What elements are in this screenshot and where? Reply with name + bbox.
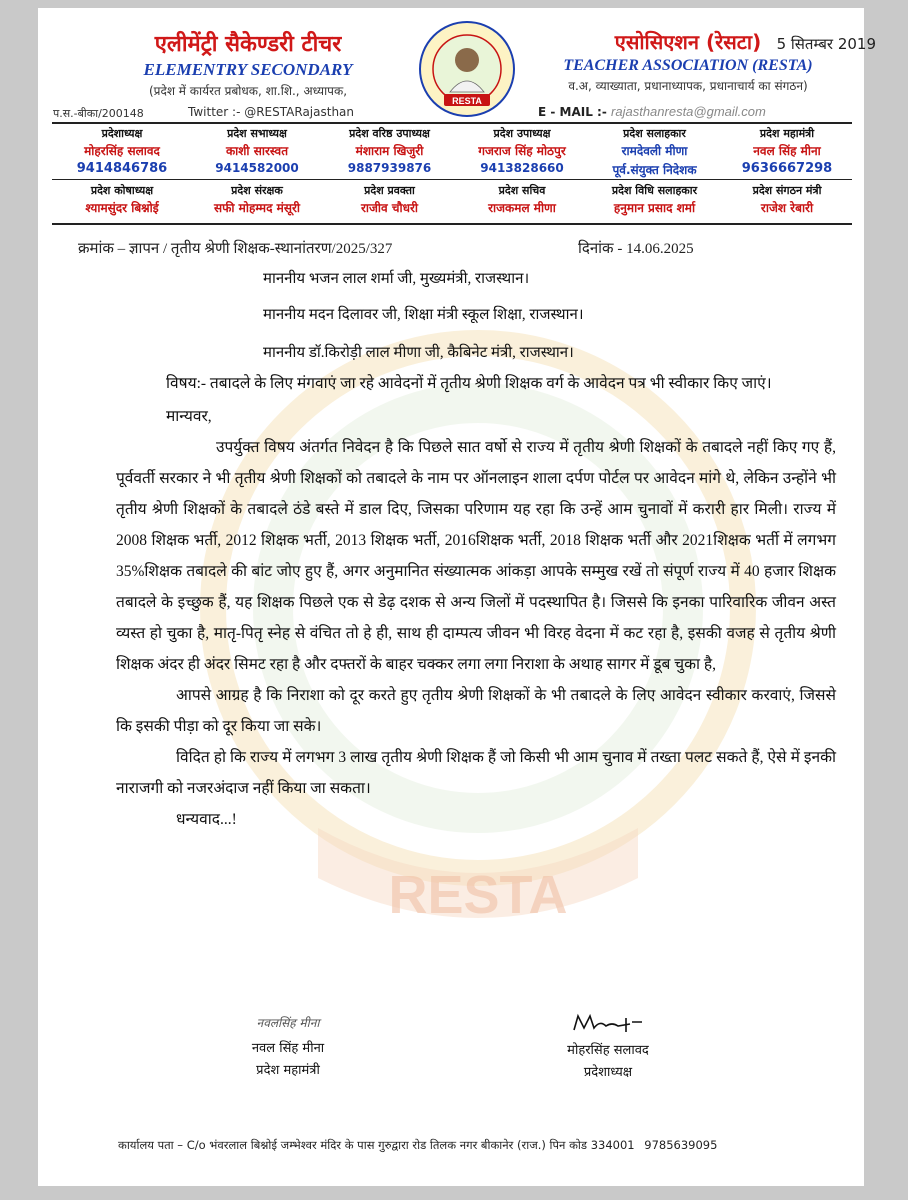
officer-name: श्यामसुंदर बिश्नोई bbox=[85, 201, 159, 215]
email-line bbox=[538, 104, 766, 119]
registration-number: प.स.-बीका/200148 bbox=[53, 107, 144, 120]
officer-card bbox=[52, 183, 192, 216]
letter-paragraph-1: उपर्युक्त विषय अंतर्गत निवेदन है कि पिछले सात वर्षो से राज्य में तृतीय श्रेणी शिक्षकों के तबादले नहीं किए गए हैं, पूर्ववर्ती सरकार ने भी तृतीय श्रेणी शिक्षकों को तबादले के नाम पर ऑनलाइन शाला दर्पण पोर्टल पर आवेदन मांगे थे, लेकिन उन्होंने भी तृतीय श्रेणी शिक्षकों के तबादले ठंडे बस्ते में डाल दिए, जिसका परिणाम यह रहा कि उन्हें आम चुनावों में करारी हार मिली। राज्य में 2008 शिक्षक भर्ती, 2012 शिक्षक भर्ती, 2013 शिक्षक भर्ती, 2016शिक्षक भर्ती, 2018 शिक्षक भर्ती और 2021शिक्षक भर्ती में लगभग 35%शिक्षक तबादले की बांट जोए हुए हैं, अगर अनुमानित संख्यात्मक आंकड़ा आपके सम्मुख रखें तो संपूर्ण राज्य में 40 हजार शिक्षक तबादले के इच्छुक हैं, यह शिक्षक पिछले एक से डेढ़ दशक से अन्य जिलों में पदस्थापित है। जिससे कि इनका पारिवारिक जीवन अस्त व्यस्त हो चुका है, मातृ-पितृ स्नेह से वंचित तो हे ही, साथ ही दाम्पत्य जीवन भी विरह वेदना में कट रहा है, इसकी वजह से तृतीय श्रेणी शिक्षक अंदर ही अंदर सिमट रहा है और दफ्तरों के बाहर चक्कर लगा लगा निराशा के अथाह सागर में डूब चुका है, bbox=[116, 439, 836, 673]
officer-name: हनुमान प्रसाद शर्मा bbox=[613, 201, 696, 215]
officer-role: प्रदेश सभाध्यक्ष bbox=[227, 127, 287, 140]
letter-date: दिनांक - 14.06.2025 bbox=[578, 241, 694, 257]
addressee-line: माननीय डॉ.किरोड़ी लाल मीणा जी, कैबिनेट मंत्री, राजस्थान। bbox=[263, 345, 574, 361]
officer-phone: 9413828660 bbox=[480, 161, 564, 175]
signatory-title: प्रदेशाध्यक्ष bbox=[583, 1065, 633, 1080]
officer-name: काशी सारस्वत bbox=[225, 144, 289, 158]
officer-card bbox=[457, 126, 587, 178]
letterhead-bottom-rule bbox=[52, 223, 852, 225]
officer-card bbox=[52, 126, 192, 178]
officer-name: मोहरसिंह सलावद bbox=[84, 144, 160, 158]
officer-card bbox=[587, 126, 722, 178]
handwritten-signature-left: नवलसिंह मीना bbox=[256, 1016, 320, 1030]
email-label: E - MAIL :- bbox=[538, 105, 607, 119]
letter-subject: विषय:- तबादले के लिए मंगवाएं जा रहे आवेदनों में तृतीय श्रेणी शिक्षक वर्ग के आवेदन पत्र भी स्वीकार किए जाएं। bbox=[166, 375, 772, 392]
officer-role: प्रदेश विधि सलाहकार bbox=[611, 184, 698, 197]
officer-role: प्रदेश संगठन मंत्री bbox=[752, 184, 822, 197]
officer-name: रामदेवली मीणा bbox=[621, 144, 688, 158]
officer-card bbox=[322, 126, 457, 178]
office-phone: 9785639095 bbox=[644, 1138, 718, 1152]
office-address-footer bbox=[118, 1138, 717, 1153]
officer-role: प्रदेश सचिव bbox=[498, 184, 546, 197]
header-divider bbox=[52, 122, 852, 124]
officers-row-2 bbox=[52, 183, 852, 216]
watermark-text: RESTA bbox=[388, 865, 568, 925]
twitter-handle: Twitter :- @RESTARajasthan bbox=[188, 105, 355, 119]
logo-banner-text: RESTA bbox=[452, 96, 482, 106]
letter-closing: धन्यवाद...! bbox=[176, 811, 237, 828]
officer-role: प्रदेश वरिष्ठ उपाध्यक्ष bbox=[349, 127, 430, 140]
officer-name: राजकमल मीणा bbox=[488, 201, 556, 215]
officers-divider bbox=[52, 179, 852, 180]
officer-card bbox=[192, 183, 322, 216]
letter-paragraph-3: विदित हो कि राज्य में लगभग 3 लाख तृतीय श्रेणी शिक्षक हैं जो किसी भी आम चुनाव में तख्ता पलट सकते हैं, ऐसे में इनकी नाराजगी को नजरअंदाज नहीं किया जा सकता। bbox=[116, 749, 836, 797]
officer-phone: 9414582000 bbox=[215, 161, 299, 175]
officer-role: प्रदेश प्रवक्ता bbox=[364, 184, 415, 197]
officer-role: प्रदेश उपाध्यक्ष bbox=[493, 127, 551, 140]
header-date: 5 सितम्बर 2019 bbox=[776, 35, 876, 53]
officer-phone: 9887939876 bbox=[347, 161, 432, 175]
officer-name: राजीव चौधरी bbox=[360, 201, 418, 215]
addressee-line: माननीय मदन दिलावर जी, शिक्षा मंत्री स्कूल शिक्षा, राजस्थान। bbox=[263, 307, 584, 323]
office-address: कार्यालय पता – C/o भंवरलाल बिश्नोई जम्भेश्वर मंदिर के पास गुरुद्वारा रोड तिलक नगर बीकानेर (राज.) पिन कोड 334001 bbox=[118, 1138, 635, 1152]
officer-card bbox=[322, 183, 457, 216]
officer-role: प्रदेश महामंत्री bbox=[759, 127, 815, 140]
officer-phone: पूर्व.संयुक्त निदेशक bbox=[612, 163, 697, 177]
officer-name: नवल सिंह मीना bbox=[753, 144, 821, 158]
officer-card bbox=[587, 183, 722, 216]
letter-salutation: मान्यवर, bbox=[166, 408, 212, 425]
letter-body bbox=[116, 368, 836, 835]
officer-role: प्रदेश संरक्षक bbox=[231, 184, 283, 197]
officer-phone: 9414846786 bbox=[76, 161, 168, 176]
org-name-english-left: ELEMENTRY SECONDARY bbox=[143, 60, 353, 79]
letter-reference: क्रमांक – ज्ञापन / तृतीय श्रेणी शिक्षक-स्थानांतरण/2025/327 bbox=[78, 241, 393, 257]
officer-card bbox=[722, 126, 852, 178]
officer-name: मंशाराम खिजुरी bbox=[355, 144, 424, 158]
signature-left bbox=[208, 1014, 368, 1078]
officer-name: राजेश रेबारी bbox=[760, 201, 814, 215]
org-name-english-right: TEACHER ASSOCIATION (RESTA) bbox=[563, 57, 813, 74]
letter-paragraph-2: आपसे आग्रह है कि निराशा को दूर करते हुए तृतीय श्रेणी शिक्षकों के भी तबादले के लिए आवेदन स्वीकार करवाएं, जिससे कि इसकी पीड़ा को दूर किया जा सके। bbox=[116, 687, 836, 735]
signatory-name: मोहरसिंह सलावद bbox=[567, 1043, 649, 1058]
officer-name: सफी मोहम्मद मंसूरी bbox=[214, 201, 300, 215]
signature-right bbox=[528, 1010, 688, 1080]
officer-role: प्रदेश कोषाध्यक्ष bbox=[90, 184, 154, 197]
officer-phone: 9636667298 bbox=[741, 161, 833, 176]
officer-name: गजराज सिंह मोठपुर bbox=[478, 144, 566, 158]
officer-card bbox=[722, 183, 852, 216]
officer-card bbox=[457, 183, 587, 216]
org-subtitle-right: व.अ, व्याख्याता, प्रधानाध्यापक, प्रधानाचार्य का संगठन) bbox=[568, 79, 808, 93]
header-left bbox=[78, 28, 418, 99]
org-subtitle-left: (प्रदेश में कार्यरत प्रबोधक, शा.शि., अध्यापक, bbox=[148, 84, 348, 98]
handwritten-signature-right bbox=[568, 1010, 648, 1036]
email-address: rajasthanresta@gmail.com bbox=[611, 104, 766, 119]
officers-row-1 bbox=[52, 126, 852, 178]
association-logo bbox=[418, 20, 516, 118]
addressee-line: माननीय भजन लाल शर्मा जी, मुख्यमंत्री, राजस्थान। bbox=[263, 271, 530, 287]
signatory-title: प्रदेश महामंत्री bbox=[256, 1063, 320, 1078]
org-name-hindi-right: एसोसिएशन (रेसटा) bbox=[614, 30, 762, 54]
officer-role: प्रदेश सलाहकार bbox=[623, 127, 686, 140]
header-right bbox=[508, 28, 876, 94]
officer-card bbox=[192, 126, 322, 178]
org-name-hindi-left: एलीमेंट्री सैकेण्डरी टीचर bbox=[154, 32, 342, 57]
letter-page bbox=[38, 8, 876, 1186]
officer-role: प्रदेशाध्यक्ष bbox=[101, 127, 143, 140]
signatory-name: नवल सिंह मीना bbox=[251, 1041, 325, 1056]
